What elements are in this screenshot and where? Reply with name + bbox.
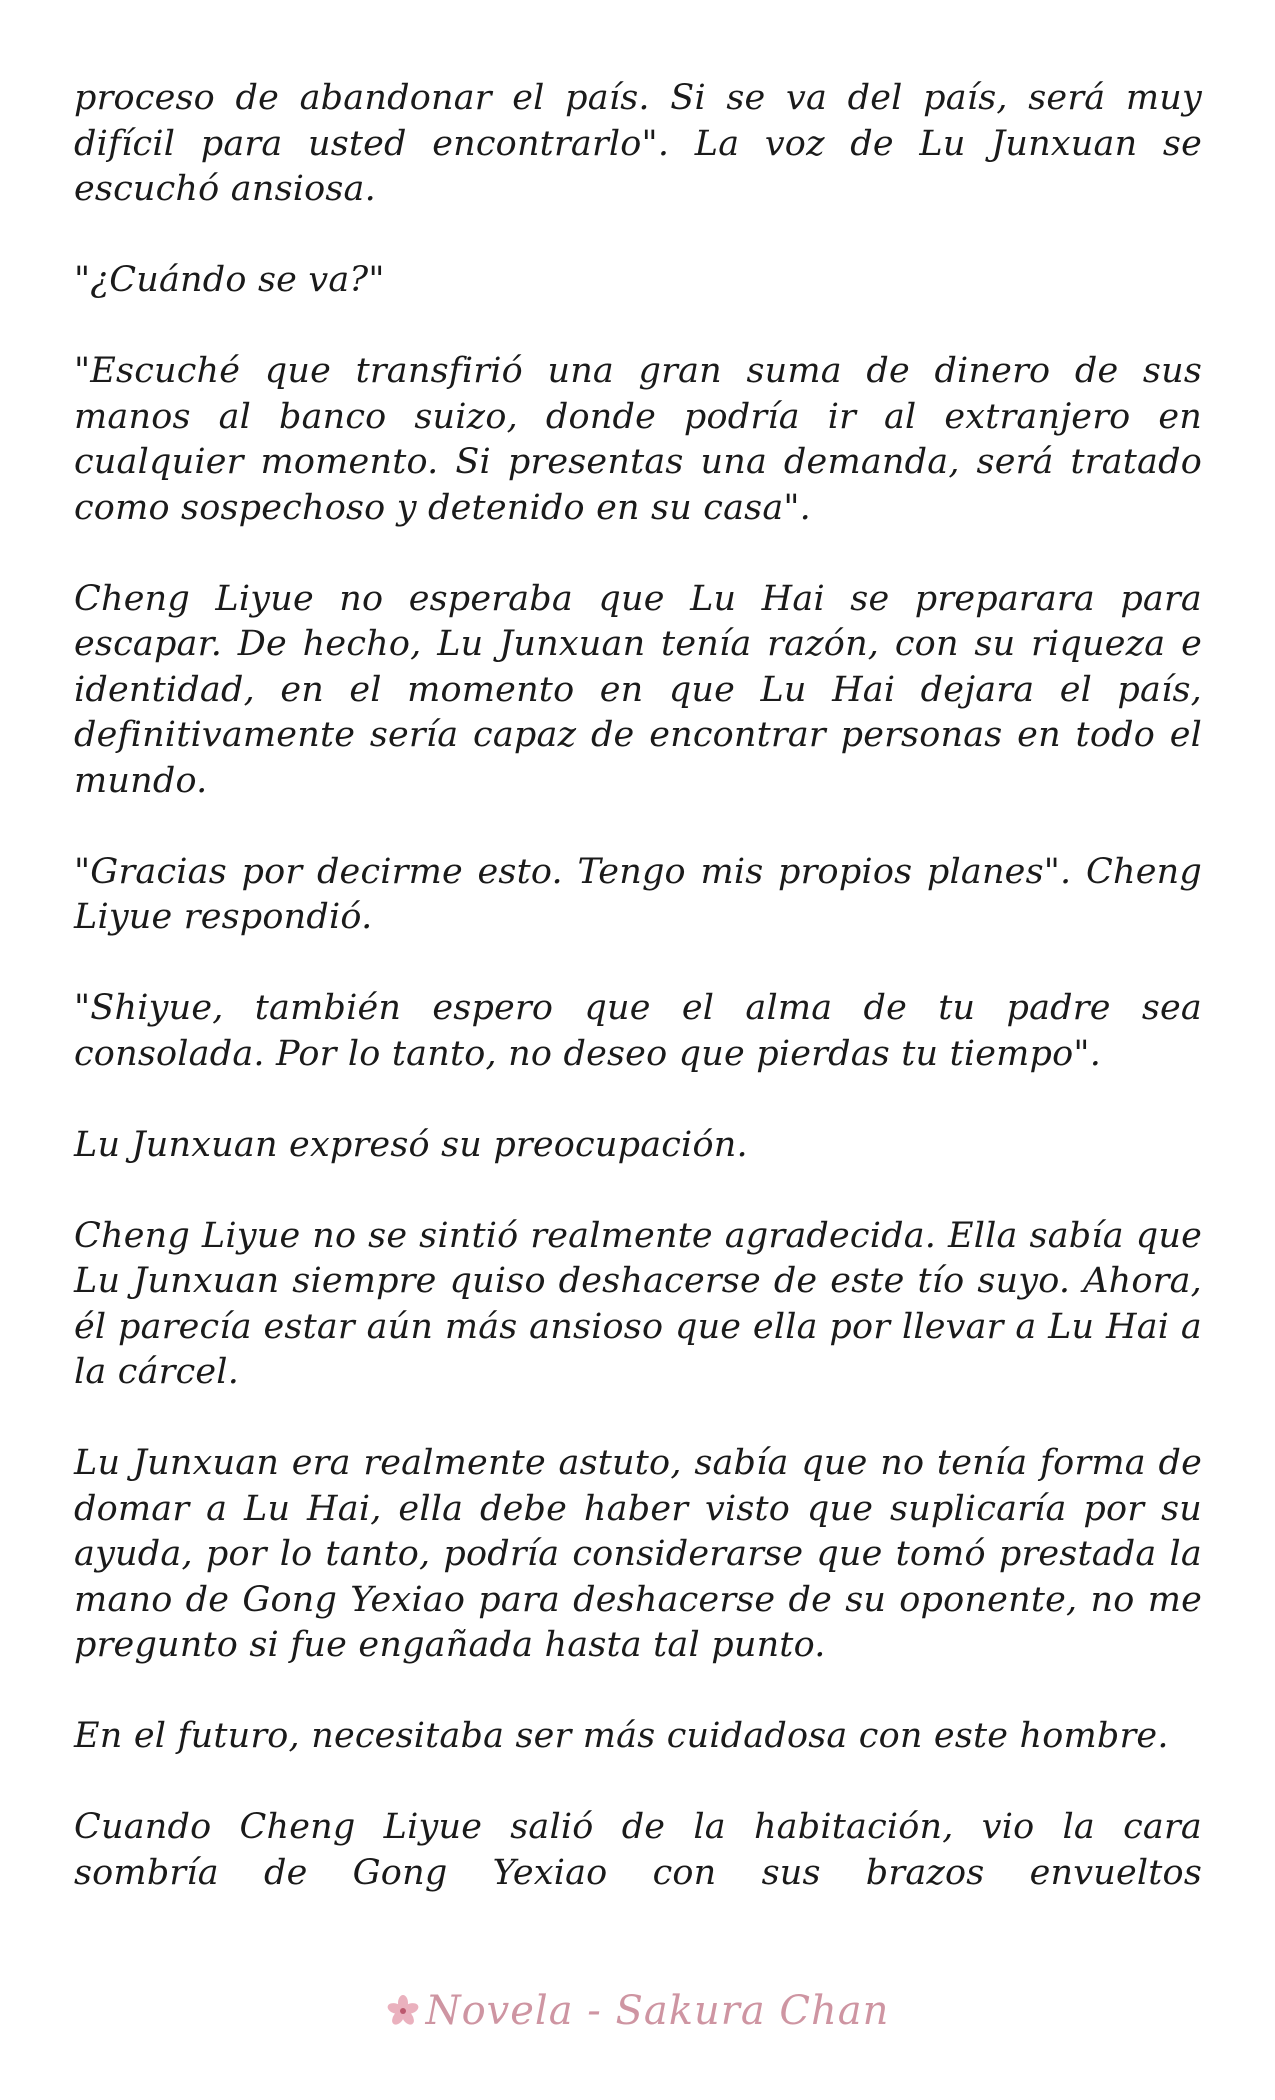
- paragraph: Lu Junxuan era realmente astuto, sabía que no tenía forma de domar a Lu Hai, ella debe haber visto que suplicaría por su ayuda, por lo tanto, podría considerarse que tomó prestada la mano de Gong Yexiao para deshacerse de su oponente, no me pregunto si fue engañada hasta tal punto.: [74, 1443, 1202, 1665]
- paragraph: Lu Junxuan expresó su preocupación.: [74, 1124, 748, 1165]
- sakura-flower-icon: [386, 1992, 420, 2026]
- paragraph: Cheng Liyue no esperaba que Lu Hai se preparara para escapar. De hecho, Lu Junxuan tenía razón, con su riqueza e identidad, en el momento en que Lu Hai dejara el país, definitivamente sería capaz de encontrar personas en todo el mundo.: [74, 578, 1202, 801]
- watermark: [0, 1988, 1275, 2034]
- watermark-text: Novela - Sakura Chan: [425, 1988, 890, 2034]
- paragraph: proceso de abandonar el país. Si se va del país, será muy difícil para usted encontrarlo". La voz de Lu Junxuan se escuchó ansiosa.: [74, 78, 1202, 209]
- paragraph: "Shiyue, también espero que el alma de tu padre sea consolada. Por lo tanto, no deseo que pierdas tu tiempo".: [74, 988, 1202, 1074]
- paragraph: "¿Cuándo se va?": [74, 260, 385, 300]
- document-body: [74, 76, 1202, 1896]
- paragraph: "Gracias por decirme esto. Tengo mis propios planes". Cheng Liyue respondió.: [74, 851, 1202, 937]
- paragraph: Cuando Cheng Liyue salió de la habitación, vio la cara sombría de Gong Yexiao con sus brazos envueltos: [74, 1807, 1202, 1893]
- paragraph: Cheng Liyue no se sintió realmente agradecida. Ella sabía que Lu Junxuan siempre quiso deshacerse de este tío suyo. Ahora, él parecía estar aún más ansioso que ella por llevar a Lu Hai a la cárcel.: [74, 1215, 1202, 1392]
- paragraph: "Escuché que transfirió una gran suma de dinero de sus manos al banco suizo, donde podría ir al extranjero en cualquier momento. Si presentas una demanda, será tratado como sospechoso y detenido en su casa".: [74, 351, 1202, 528]
- paragraph: En el futuro, necesitaba ser más cuidadosa con este hombre.: [74, 1716, 1169, 1756]
